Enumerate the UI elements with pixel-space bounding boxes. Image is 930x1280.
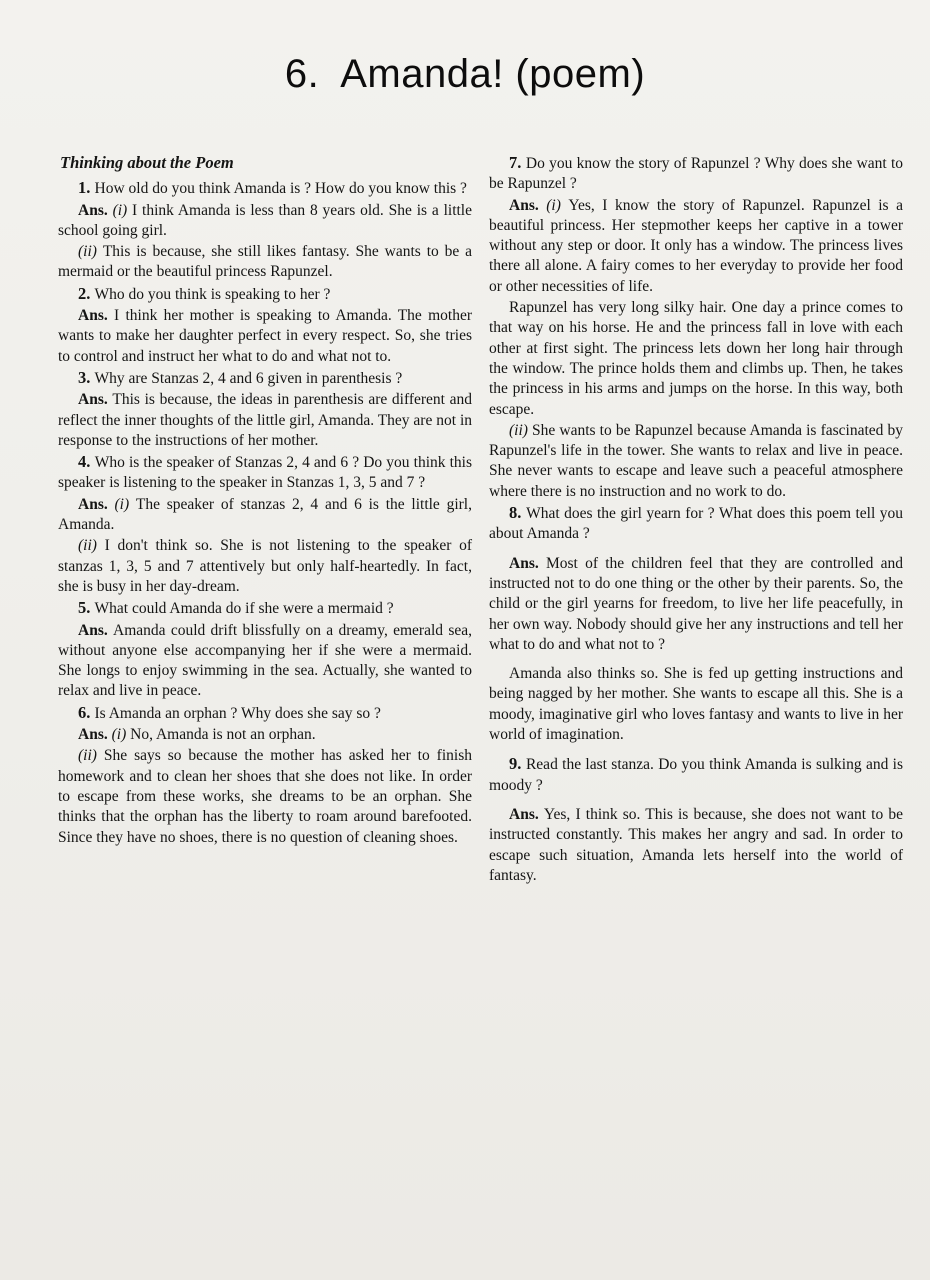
answer-paragraph [58, 495, 472, 536]
italic-text: (ii) [78, 243, 103, 261]
bold-text: 2. [78, 283, 95, 303]
italic-text: (i) [112, 201, 133, 219]
bold-text: 7. [509, 153, 526, 172]
bold-text: 9. [509, 754, 526, 774]
body-text: What could Amanda do if she were a mermaid ? [94, 600, 394, 618]
bold-text: 4. [78, 452, 95, 472]
body-text: What does the girl yearn for ? What does this poem tell you about Amanda ? [489, 505, 904, 543]
bold-text: Ans. [78, 621, 114, 639]
column-left [58, 153, 472, 887]
body-text: Why are Stanzas 2, 4 and 6 given in parenthesis ? [94, 369, 403, 387]
question-paragraph [489, 754, 903, 796]
bold-text: 8. [509, 503, 527, 523]
bold-text: 5. [78, 598, 95, 618]
answer-paragraph [489, 421, 903, 502]
question-paragraph [58, 178, 472, 199]
italic-text: (i) [114, 495, 136, 513]
bold-text: Ans. [78, 726, 112, 744]
bold-text: 6. [78, 702, 95, 722]
italic-text: (ii) [78, 537, 105, 555]
question-paragraph [58, 284, 472, 305]
answer-paragraph [58, 201, 472, 242]
body-text: This is because, she still likes fantasy. She wants to be a mermaid or the beautiful princess Rapunzel. [58, 243, 472, 281]
body-text: This is because, the ideas in parenthesis are different and reflect the inner thoughts of the little girl, Amanda. They are not in response to the instructions of her mother. [58, 391, 472, 449]
answer-paragraph [489, 554, 903, 655]
italic-text: (ii) [78, 747, 104, 765]
column-right [489, 153, 903, 887]
answer-paragraph [58, 306, 472, 367]
body-text: No, Amanda is not an orphan. [130, 726, 316, 744]
body-text: How old do you think Amanda is ? How do you know this ? [94, 180, 467, 198]
body-text: She wants to be Rapunzel because Amanda is fascinated by Rapunzel's life in the tower. She wants to relax and live in peace. She never wants to escape and leave such a peaceful atmosphere where there is no instruction and no work to do. [489, 421, 904, 500]
body-text: Do you know the story of Rapunzel ? Why does she want to be Rapunzel ? [489, 155, 903, 193]
body-text: I don't think so. She is not listening to the speaker of stanzas 1, 3, 5 and 7 attentively but only half-heartedly. In fact, she is busy in her day-dream. [58, 537, 472, 595]
bold-text: Ans. [78, 201, 113, 219]
answer-paragraph [489, 298, 903, 420]
answer-paragraph [58, 621, 472, 702]
content-columns [58, 153, 903, 887]
body-text: The speaker of stanzas 2, 4 and 6 is the little girl, Amanda. [58, 495, 472, 534]
page-title: 6. Amanda! (poem) [284, 52, 646, 96]
answer-paragraph [58, 725, 472, 745]
body-text: Most of the children feel that they are controlled and instructed not to do one thing or the other by their parents. So, the child or the girl yearns for freedom, to live her life peacefully, in her own way. Nobody should give her any instructions and tell her what to do and what not to ? [489, 554, 903, 653]
body-text: Amanda could drift blissfully on a dreamy, emerald sea, without anyone else accompanying her if she were a mermaid. She longs to enjoy swimming in the sea. Actually, she wanted to relax and live in peace. [58, 621, 472, 700]
question-paragraph [489, 153, 903, 195]
question-paragraph [58, 452, 472, 494]
body-text: Yes, I know the story of Rapunzel. Rapunzel is a beautiful princess. Her stepmother keeps her captive in a tower without any step or door. It only has a window. The princess lives there all alone. A fairy comes to her everyday to provide her food or other necessities of life. [489, 196, 903, 295]
bold-text: Ans. [509, 554, 546, 572]
answer-paragraph [58, 536, 472, 597]
bold-text: Ans. [509, 805, 544, 823]
body-text: I think her mother is speaking to Amanda. The mother wants to make her daughter perfect in every respect. So, she tries to control and instruct her what to do and what not to. [58, 307, 472, 365]
answer-paragraph [489, 196, 903, 297]
answer-paragraph [58, 746, 472, 847]
body-text: She says so because the mother has asked her to finish homework and to clean her shoes that she does not like. In order to escape from these works, she dreams to be an orphan. She thinks that the orphan has the liberty to roam around barefooted. Since they have no shoes, there is no question of cleaning shoes. [58, 747, 472, 846]
answer-paragraph [58, 242, 472, 283]
question-paragraph [58, 598, 472, 619]
bold-text: Ans. [78, 391, 113, 409]
bold-text: Ans. [509, 196, 547, 214]
answer-paragraph [489, 805, 903, 886]
question-paragraph [58, 368, 472, 389]
italic-text: (ii) [509, 421, 533, 439]
answer-paragraph [58, 390, 472, 451]
body-text: Is Amanda an orphan ? Why does she say so ? [94, 704, 381, 722]
answer-paragraph [489, 664, 903, 745]
bold-text: Ans. [78, 495, 115, 513]
section-heading [58, 153, 472, 173]
bold-text: 1. [78, 178, 95, 198]
body-text: Read the last stanza. Do you think Amanda is sulking and is moody ? [489, 756, 904, 794]
question-paragraph [489, 503, 903, 545]
body-text: Yes, I think so. This is because, she does not want to be instructed constantly. This makes her angry and sad. In order to escape such situation, Amanda lets herself into the world of fantasy. [489, 805, 903, 884]
body-text: Amanda also thinks so. She is fed up getting instructions and being nagged by her mother. She wants to escape all this. She is a moody, imaginative girl who loves fantasy and wants to live in her world of imagination. [489, 665, 903, 744]
bold-italic-text: Thinking about the Poem [60, 153, 234, 172]
body-text: I think Amanda is less than 8 years old. She is a little school going girl. [58, 201, 472, 239]
italic-text: (i) [546, 196, 569, 214]
body-text: Who do you think is speaking to her ? [94, 285, 331, 303]
bold-text: Ans. [78, 307, 115, 325]
body-text: Who is the speaker of Stanzas 2, 4 and 6 ? Do you think this speaker is listening to the speaker in Stanzas 1, 3, 5 and 7 ? [58, 454, 472, 492]
bold-text: 3. [78, 367, 95, 387]
body-text: Rapunzel has very long silky hair. One day a prince comes to that way on his horse. He and the princess fall in love with each other at first sight. The princess lets down her long hair through the window. The prince holds them and climbs up. Then, he takes the princess in his arms and jumps on the horse. In this way, both escape. [489, 299, 903, 418]
question-paragraph [58, 703, 472, 724]
italic-text: (i) [111, 726, 131, 744]
